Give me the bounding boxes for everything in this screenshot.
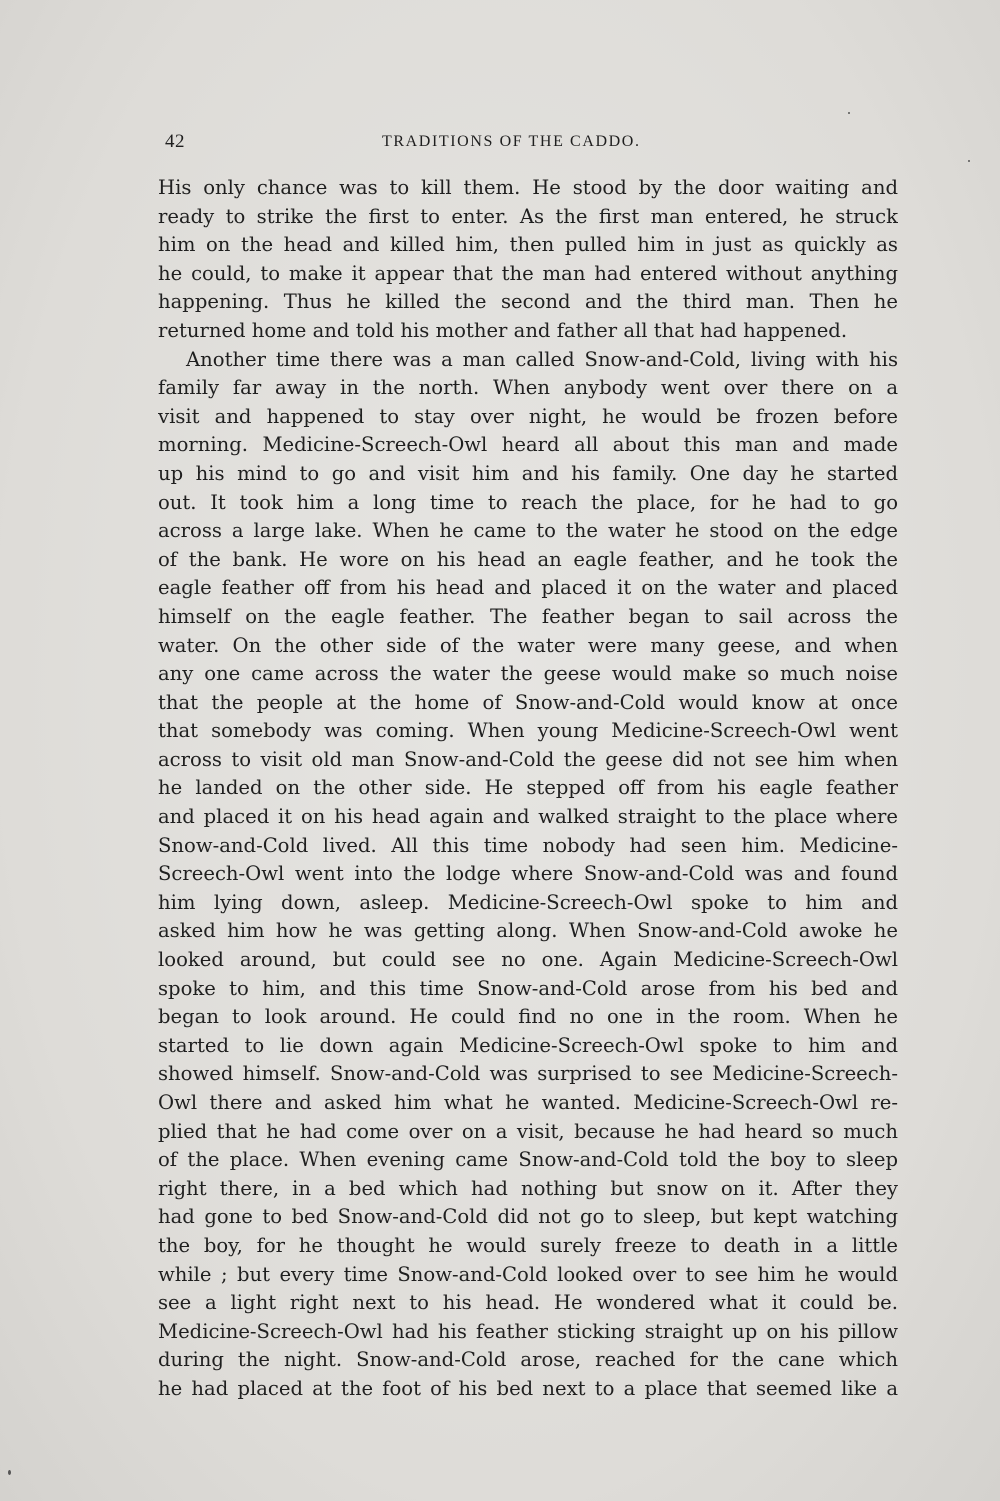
text-line: any one came across the water the geese would make so much noise bbox=[158, 662, 898, 686]
text-line: spoke to him, and this time Snow-and-Cold arose from his bed and bbox=[158, 976, 898, 1000]
text-line: him lying down, asleep. Medicine-Screech-Owl spoke to him and bbox=[158, 890, 898, 914]
running-head: TRADITIONS OF THE CADDO. bbox=[382, 133, 641, 150]
paper-speck bbox=[968, 160, 970, 162]
text-line: that the people at the home of Snow-and-Cold would know at once bbox=[158, 690, 898, 714]
text-line: Screech-Owl went into the lodge where Snow-and-Cold was and found bbox=[158, 862, 898, 886]
text-line: asked him how he was getting along. When Snow-and-Cold awoke he bbox=[158, 919, 898, 943]
text-line: right there, in a bed which had nothing but snow on it. After they bbox=[158, 1176, 898, 1200]
text-line: Snow-and-Cold lived. All this time nobody had seen him. Medicine- bbox=[158, 833, 898, 857]
text-line: up his mind to go and visit him and his family. One day he started bbox=[158, 461, 898, 485]
text-line: plied that he had come over on a visit, because he had heard so much bbox=[158, 1119, 898, 1143]
text-line: across to visit old man Snow-and-Cold the geese did not see him when bbox=[158, 747, 898, 771]
text-line: Medicine-Screech-Owl had his feather sticking straight up on his pillow bbox=[158, 1319, 898, 1343]
page-number: 42 bbox=[165, 131, 185, 152]
text-line: ready to strike the first to enter. As the first man entered, he struck bbox=[158, 204, 898, 228]
text-line: he had placed at the foot of his bed next to a place that seemed like a bbox=[158, 1376, 898, 1400]
text-line: Owl there and asked him what he wanted. Medicine-Screech-Owl re- bbox=[158, 1091, 898, 1114]
text-line: happening. Thus he killed the second and the third man. Then he bbox=[158, 290, 898, 314]
text-line: during the night. Snow-and-Cold arose, reached for the cane which bbox=[158, 1348, 898, 1372]
text-line: Another time there was a man called Snow-and-Cold, living with his bbox=[186, 347, 898, 371]
text-line: that somebody was coming. When young Medicine-Screech-Owl went bbox=[158, 719, 898, 743]
text-line: out. It took him a long time to reach the place, for he had to go bbox=[158, 490, 898, 514]
text-line: His only chance was to kill them. He stood by the door waiting and bbox=[158, 176, 898, 199]
text-line: see a light right next to his head. He wondered what it could be. bbox=[158, 1291, 898, 1315]
text-line: while ; but every time Snow-and-Cold looked over to see him he would bbox=[158, 1262, 898, 1286]
text-line: family far away in the north. When anybody went over there on a bbox=[158, 376, 898, 400]
text-line: he could, to make it appear that the man had entered without anything bbox=[158, 261, 898, 285]
text-line: him on the head and killed him, then pulled him in just as quickly as bbox=[158, 233, 898, 257]
page-header bbox=[165, 131, 895, 157]
text-line: returned home and told his mother and father all that had happened. bbox=[158, 318, 848, 342]
body-text bbox=[158, 174, 898, 1404]
text-line: showed himself. Snow-and-Cold was surprised to see Medicine-Screech- bbox=[158, 1062, 898, 1086]
text-line: across a large lake. When he came to the water he stood on the edge bbox=[158, 519, 898, 543]
text-line: and placed it on his head again and walked straight to the place where bbox=[158, 805, 898, 829]
text-line: himself on the eagle feather. The feather began to sail across the bbox=[158, 604, 898, 628]
text-line: of the place. When evening came Snow-and-Cold told the boy to sleep bbox=[158, 1148, 898, 1172]
text-line: had gone to bed Snow-and-Cold did not go to sleep, but kept watching bbox=[158, 1205, 898, 1229]
text-line: visit and happened to stay over night, he would be frozen before bbox=[158, 404, 898, 428]
text-line: water. On the other side of the water were many geese, and when bbox=[158, 633, 898, 657]
text-line: eagle feather off from his head and placed it on the water and placed bbox=[158, 576, 898, 600]
text-line: he landed on the other side. He stepped off from his eagle feather bbox=[158, 776, 898, 800]
text-line: began to look around. He could find no one in the room. When he bbox=[158, 1005, 898, 1029]
paper-speck bbox=[8, 1470, 11, 1475]
text-line: the boy, for he thought he would surely freeze to death in a little bbox=[158, 1233, 898, 1257]
text-line: started to lie down again Medicine-Screech-Owl spoke to him and bbox=[158, 1033, 898, 1057]
text-line: looked around, but could see no one. Again Medicine-Screech-Owl bbox=[158, 948, 898, 972]
paper-speck bbox=[848, 112, 850, 114]
text-line: of the bank. He wore on his head an eagle feather, and he took the bbox=[158, 547, 898, 571]
text-line: morning. Medicine-Screech-Owl heard all about this man and made bbox=[158, 433, 898, 457]
